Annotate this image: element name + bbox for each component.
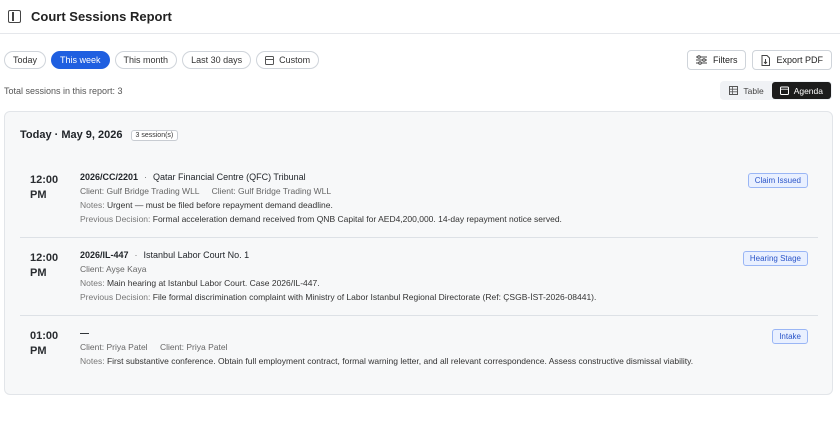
session-time [30, 173, 70, 203]
case-number: 2026/CC/2201 [80, 172, 139, 182]
table-icon [729, 86, 738, 95]
client-name: Client: Gulf Bridge Trading WLL [211, 186, 332, 196]
client-name: Client: Gulf Bridge Trading WLL [80, 186, 200, 196]
calendar-icon [780, 86, 789, 95]
notes-text: Main hearing at Istanbul Labor Court. Case 2026/IL-447. [106, 278, 320, 288]
session-time-hm: 12:00 [30, 174, 59, 186]
session-details [80, 172, 818, 228]
notes-label: Notes: [80, 200, 105, 210]
session-count-badge: 3 session(s) [131, 130, 179, 141]
court-name: Qatar Financial Centre (QFC) Tribunal [153, 172, 306, 182]
session-item[interactable] [20, 324, 818, 390]
session-previous-decision [80, 214, 818, 224]
chip-this-week[interactable]: This week [51, 51, 110, 69]
report-actions [687, 50, 832, 70]
agenda-day-header [20, 129, 178, 141]
session-clients [80, 342, 818, 352]
chip-last-30-days[interactable]: Last 30 days [182, 51, 251, 69]
sliders-icon [696, 55, 707, 65]
previous-decision-text: File formal discrimination complaint with Ministry of Labor Istanbul Regional Directorate (Ref: ÇSGB-İST-2026-08441). [152, 292, 597, 302]
notes-label: Notes: [80, 278, 105, 288]
session-notes [80, 200, 818, 210]
total-sessions-text: Total sessions in this report: 3 [4, 86, 123, 96]
sidebar-toggle-icon[interactable] [8, 10, 21, 23]
page-title: Court Sessions Report [31, 9, 172, 24]
court-name: Istanbul Labor Court No. 1 [143, 250, 250, 260]
session-details [80, 328, 818, 370]
session-notes [80, 356, 818, 366]
chip-today[interactable]: Today [4, 51, 46, 69]
date-filter-bar [4, 50, 832, 70]
agenda-panel [4, 111, 833, 395]
status-badge: Hearing Stage [743, 251, 808, 266]
chip-custom-label: Custom [279, 55, 311, 65]
session-heading [80, 328, 818, 338]
filters-button-label: Filters [712, 55, 738, 65]
session-heading [80, 250, 818, 260]
filters-button[interactable] [687, 50, 747, 70]
session-clients [80, 186, 818, 196]
previous-decision-text: Formal acceleration demand received from QNB Capital for AED4,200,000. 14-day repayment notice served. [152, 214, 562, 224]
session-time-hm: 12:00 [30, 252, 59, 264]
session-clients [80, 264, 818, 274]
previous-decision-label: Previous Decision: [80, 214, 151, 224]
export-pdf-button[interactable] [752, 50, 832, 70]
page-header [0, 0, 840, 34]
session-previous-decision [80, 292, 818, 302]
session-time [30, 251, 70, 281]
agenda-day-title: Today · May 9, 2026 [20, 129, 123, 141]
separator-dot: · [144, 172, 148, 182]
session-time-ampm: PM [30, 345, 47, 357]
notes-text: Urgent — must be filed before repayment demand deadline. [106, 200, 333, 210]
separator-dot: · [134, 250, 138, 260]
status-badge: Intake [772, 329, 808, 344]
session-time [30, 329, 70, 359]
session-item[interactable] [20, 246, 818, 316]
session-heading [80, 172, 818, 182]
session-details [80, 250, 818, 306]
client-name: Client: Priya Patel [159, 342, 228, 352]
view-agenda-button[interactable] [772, 82, 831, 99]
session-time-ampm: PM [30, 267, 47, 279]
chip-custom[interactable] [256, 51, 319, 69]
view-agenda-label: Agenda [793, 85, 823, 96]
client-name: Client: Ayşe Kaya [80, 264, 147, 274]
status-badge: Claim Issued [748, 173, 808, 188]
view-table-label: Table [743, 85, 764, 96]
client-name: Client: Priya Patel [80, 342, 148, 352]
file-download-icon [761, 55, 770, 66]
session-time-ampm: PM [30, 189, 47, 201]
view-toggle [720, 81, 832, 100]
case-number: — [80, 328, 89, 338]
previous-decision-label: Previous Decision: [80, 292, 151, 302]
session-time-hm: 01:00 [30, 330, 59, 342]
session-notes [80, 278, 818, 288]
chip-this-month[interactable]: This month [115, 51, 178, 69]
calendar-icon [265, 56, 274, 65]
case-number: 2026/IL-447 [80, 250, 129, 260]
session-item[interactable] [20, 168, 818, 238]
view-table-button[interactable] [721, 82, 771, 99]
notes-label: Notes: [80, 356, 105, 366]
export-pdf-label: Export PDF [776, 55, 823, 65]
notes-text: First substantive conference. Obtain full employment contract, formal warning letter, and all relevant correspondence. Assess constructive dismissal viability. [106, 356, 694, 366]
